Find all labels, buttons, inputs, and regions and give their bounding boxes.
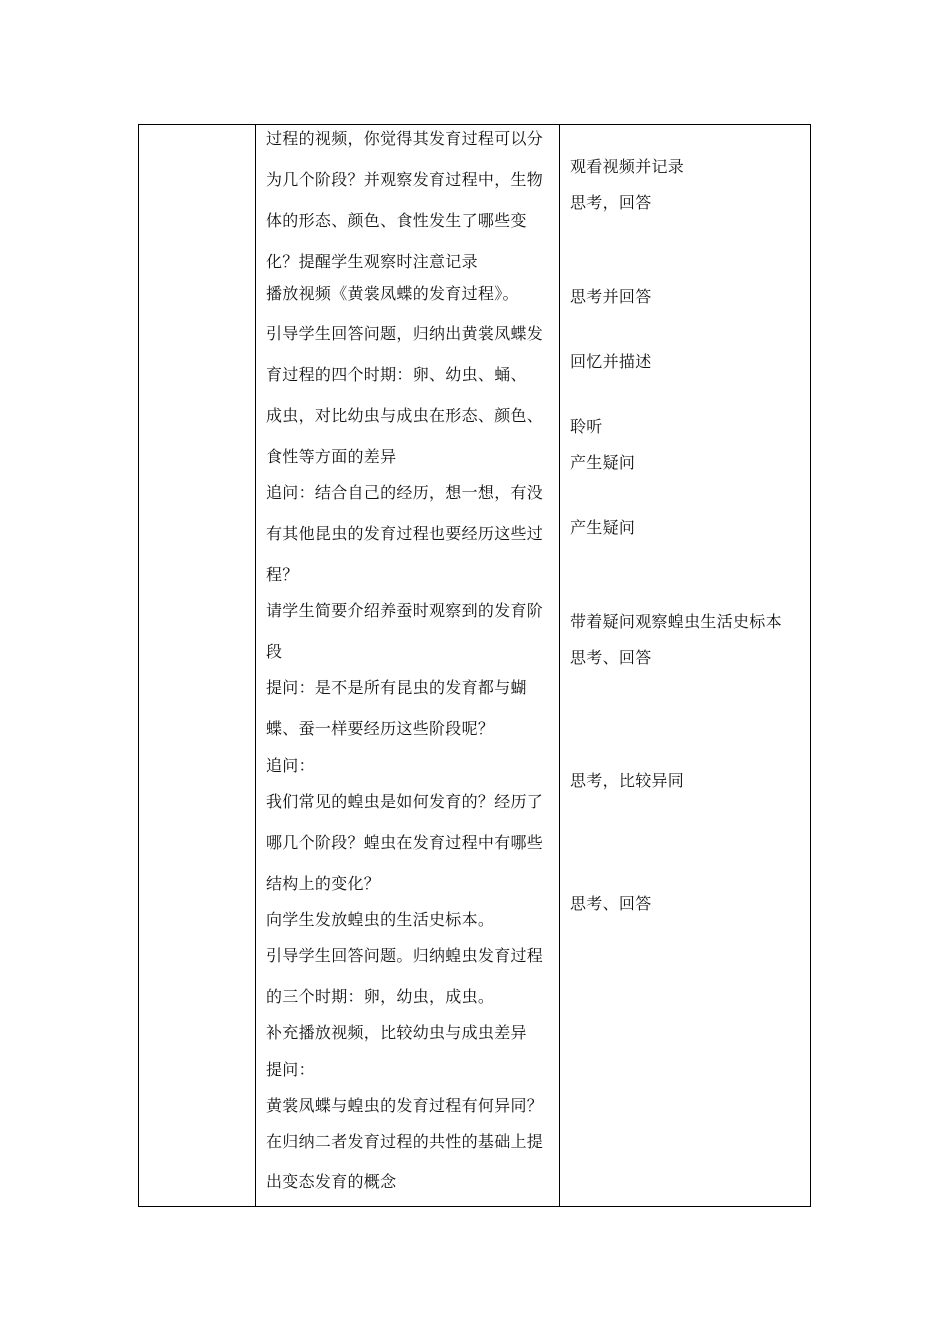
teacher-activity-line: 出变态发育的概念: [266, 1172, 397, 1191]
teacher-activity-line: 食性等方面的差异: [266, 447, 397, 466]
teacher-activity-line: 提问：: [266, 1060, 315, 1079]
teacher-activity-line: 过程的视频，你觉得其发育过程可以分: [266, 129, 544, 148]
teacher-activity-line: 提问：是不是所有昆虫的发育都与蝴: [266, 678, 527, 697]
teacher-activity-line: 追问：结合自己的经历，想一想，有没: [266, 483, 544, 502]
teacher-activity-line: 哪几个阶段？蝗虫在发育过程中有哪些: [266, 833, 544, 852]
student-activity-line: 聆听: [570, 417, 603, 436]
teacher-activity-line: 我们常见的蝗虫是如何发育的？经历了: [266, 792, 544, 811]
teacher-activity-line: 为几个阶段？并观察发育过程中，生物: [266, 170, 544, 189]
student-activity-line: 产生疑问: [570, 518, 636, 537]
teacher-activity-line: 化？提醒学生观察时注意记录: [266, 252, 478, 271]
student-activity-line: 思考、回答: [570, 648, 652, 667]
teacher-activity-line: 蝶、蚕一样要经历这些阶段呢？: [266, 719, 495, 738]
teacher-activity-line: 在归纳二者发育过程的共性的基础上提: [266, 1132, 544, 1151]
column-divider-left: [255, 125, 256, 1206]
teacher-activity-line: 的三个时期：卵，幼虫，成虫。: [266, 987, 495, 1006]
student-activity-line: 思考，回答: [570, 193, 652, 212]
teacher-activity-line: 引导学生回答问题。归纳蝗虫发育过程: [266, 946, 544, 965]
student-activity-line: 观看视频并记录: [570, 157, 685, 176]
teacher-activity-line: 体的形态、颜色、食性发生了哪些变: [266, 211, 527, 230]
teacher-activity-line: 育过程的四个时期：卵、幼虫、蛹、: [266, 365, 527, 384]
teacher-activity-line: 黄裳凤蝶与蝗虫的发育过程有何异同？: [266, 1096, 544, 1115]
student-activity-line: 带着疑问观察蝗虫生活史标本: [570, 612, 782, 631]
column-divider-right: [559, 125, 560, 1206]
student-activity-line: 思考，比较异同: [570, 771, 685, 790]
teacher-activity-line: 请学生简要介绍养蚕时观察到的发育阶: [266, 601, 544, 620]
lesson-plan-table: [138, 124, 811, 1207]
student-activity-line: 思考并回答: [570, 287, 652, 306]
teacher-activity-line: 播放视频《黄裳凤蝶的发育过程》。: [266, 284, 519, 303]
teacher-activity-line: 向学生发放蝗虫的生活史标本。: [266, 910, 495, 929]
teacher-activity-line: 追问：: [266, 756, 315, 775]
teacher-activity-line: 段: [266, 642, 283, 661]
teacher-activity-line: 有其他昆虫的发育过程也要经历这些过: [266, 524, 544, 543]
teacher-activity-line: 补充播放视频，比较幼虫与成虫差异: [266, 1023, 527, 1042]
student-activity-line: 回忆并描述: [570, 352, 652, 371]
teacher-activity-line: 引导学生回答问题，归纳出黄裳凤蝶发: [266, 324, 544, 343]
student-activity-line: 产生疑问: [570, 453, 636, 472]
teacher-activity-line: 成虫，对比幼虫与成虫在形态、颜色、: [266, 406, 544, 425]
teacher-activity-line: 程？: [266, 565, 299, 584]
student-activity-line: 思考、回答: [570, 894, 652, 913]
teacher-activity-line: 结构上的变化？: [266, 874, 381, 893]
